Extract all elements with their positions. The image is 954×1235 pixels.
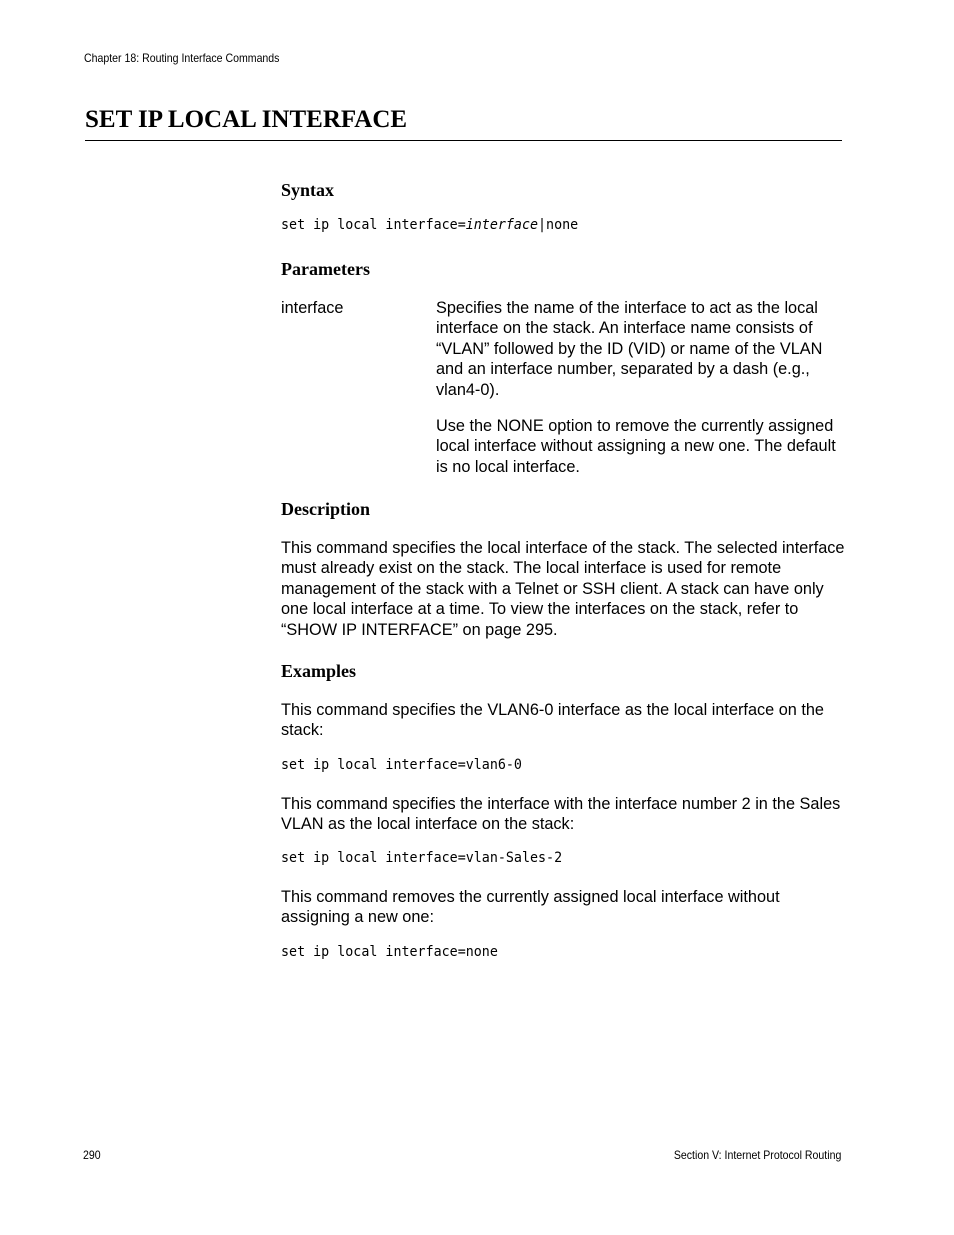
example-command: set ip local interface=none [281, 944, 498, 960]
example-text: This command specifies the VLAN6-0 interface as the local interface on the stack: [281, 701, 824, 740]
page-number: 290 [83, 1148, 101, 1162]
description-text: This command specifies the local interface of the stack. The selected interface must already exist on the stack. The local interface is used for remote management of the stack with a Telnet or SSH client. A stack can have only one local interface at a time. To view the interfaces on the stack, refer to “SHOW IP INTERFACE” on page 295. [281, 539, 845, 639]
example-command: set ip local interface=vlan-Sales-2 [281, 850, 563, 866]
syntax-heading: Syntax [281, 180, 335, 200]
syntax-code [281, 217, 578, 233]
title-rule [85, 140, 842, 141]
parameter-name: interface [281, 299, 344, 317]
syntax-variable: interface [465, 217, 539, 233]
parameter-note: Use the NONE option to remove the currently assigned local interface without assigning a new one. The default is no local interface. [436, 417, 836, 476]
parameters-heading: Parameters [281, 259, 370, 279]
parameter-description: Specifies the name of the interface to act as the local interface on the stack. An interface name consists of “VLAN” followed by the ID (VID) or name of the VLAN and an interface number, separated by a dash (e.g., vlan4-0). [436, 299, 823, 399]
syntax-suffix: |none [538, 217, 579, 233]
section-footer: Section V: Internet Protocol Routing [673, 1148, 841, 1162]
examples-heading: Examples [281, 661, 357, 681]
running-header: Chapter 18: Routing Interface Commands [84, 51, 280, 65]
example-text: This command specifies the interface with the interface number 2 in the Sales VLAN as the local interface on the stack: [281, 795, 841, 834]
example-command: set ip local interface=vlan6-0 [281, 757, 522, 773]
page-title: SET IP LOCAL INTERFACE [85, 106, 408, 133]
description-heading: Description [281, 499, 370, 519]
syntax-prefix: set ip local interface= [281, 217, 466, 233]
example-text: This command removes the currently assigned local interface without assigning a new one: [281, 888, 780, 927]
